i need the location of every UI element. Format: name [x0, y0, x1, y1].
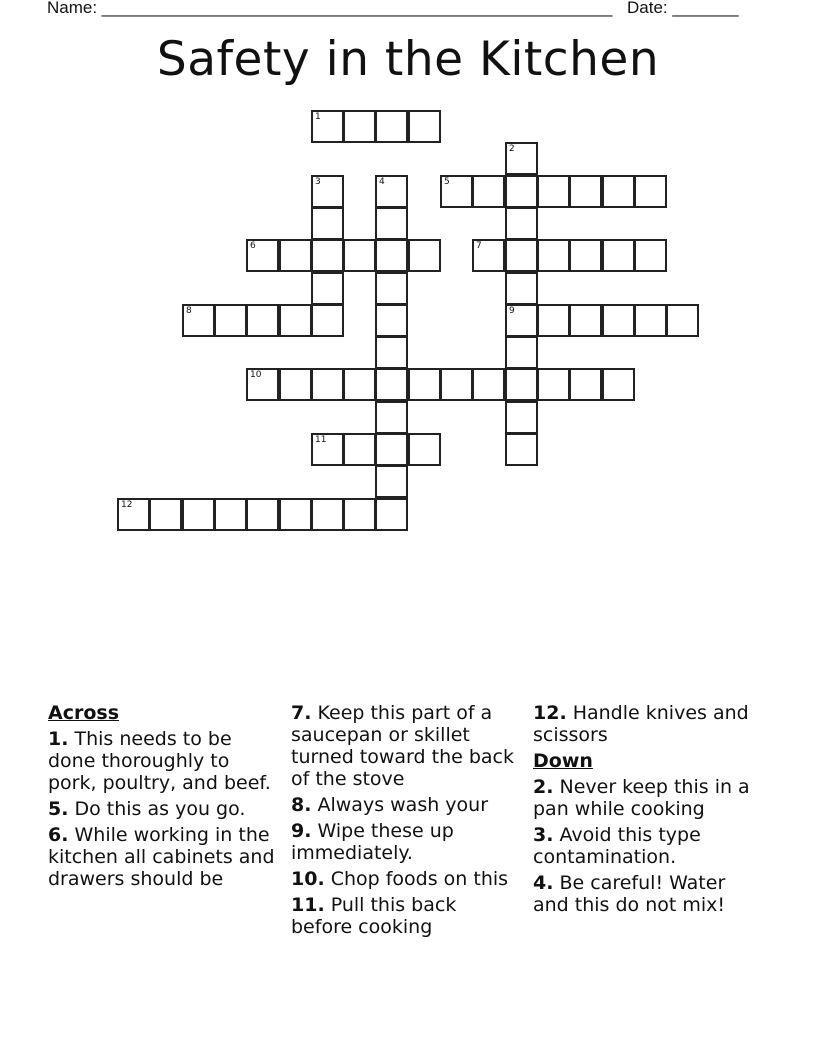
grid-cell[interactable] — [246, 304, 279, 337]
grid-cell[interactable] — [505, 368, 538, 401]
grid-cell[interactable] — [375, 401, 408, 434]
clue-number: 10. — [291, 868, 325, 890]
across-clue-12 — [533, 702, 765, 746]
grid-cell[interactable] — [375, 465, 408, 498]
grid-cell[interactable] — [602, 175, 635, 208]
clue-number: 5. — [48, 798, 69, 820]
grid-cell[interactable] — [505, 401, 538, 434]
clue-text: Chop foods on this — [324, 868, 509, 890]
clue-text: Do this as you go. — [68, 798, 246, 820]
cell-number: 1 — [315, 112, 321, 122]
grid-cell[interactable] — [246, 368, 279, 401]
grid-cell[interactable] — [569, 368, 602, 401]
grid-cell[interactable] — [311, 239, 344, 272]
grid-cell[interactable] — [246, 239, 279, 272]
grid-cell[interactable] — [537, 368, 570, 401]
down-clue-3 — [533, 824, 765, 868]
clue-number: 2. — [533, 776, 554, 798]
clue-text: Be careful! Water and this do not mix! — [533, 872, 726, 916]
clue-text: Avoid this type contamination. — [533, 824, 701, 868]
grid-cell[interactable] — [505, 175, 538, 208]
cell-number: 9 — [509, 306, 515, 316]
clue-text: Pull this back before cooking — [291, 894, 457, 938]
grid-cell[interactable] — [343, 110, 376, 143]
grid-cell[interactable] — [505, 433, 538, 466]
grid-cell[interactable] — [343, 239, 376, 272]
grid-cell[interactable] — [569, 175, 602, 208]
grid-cell[interactable] — [311, 304, 344, 337]
grid-cell[interactable] — [537, 304, 570, 337]
grid-cell[interactable] — [375, 304, 408, 337]
grid-cell[interactable] — [505, 304, 538, 337]
clue-text: While working in the kitchen all cabinets and drawers should be — [48, 824, 275, 890]
grid-cell[interactable] — [537, 175, 570, 208]
across-clue-10 — [291, 868, 523, 890]
grid-cell[interactable] — [505, 207, 538, 240]
clue-number: 4. — [533, 872, 554, 894]
puzzle-title: Safety in the Kitchen — [156, 32, 660, 87]
down-heading: Down — [533, 750, 593, 772]
grid-cell[interactable] — [602, 304, 635, 337]
grid-cell[interactable] — [214, 498, 247, 531]
clue-text: Handle knives and scissors — [533, 702, 749, 746]
grid-cell[interactable] — [279, 368, 312, 401]
grid-cell[interactable] — [569, 304, 602, 337]
grid-cell[interactable] — [634, 175, 667, 208]
grid-cell[interactable] — [149, 498, 182, 531]
grid-cell[interactable] — [666, 304, 699, 337]
cell-number: 2 — [509, 144, 515, 154]
clue-text: Always wash your — [311, 794, 489, 816]
grid-cell[interactable] — [375, 433, 408, 466]
grid-cell[interactable] — [375, 175, 408, 208]
grid-cell[interactable] — [408, 110, 441, 143]
cell-number: 6 — [250, 241, 256, 251]
clue-number: 3. — [533, 824, 554, 846]
grid-cell[interactable] — [569, 239, 602, 272]
across-clue-1 — [48, 728, 280, 794]
grid-cell[interactable] — [117, 498, 150, 531]
cell-number: 8 — [186, 306, 192, 316]
grid-cell[interactable] — [440, 368, 473, 401]
grid-cell[interactable] — [602, 239, 635, 272]
clue-number: 9. — [291, 820, 312, 842]
clue-number: 6. — [48, 824, 69, 846]
cell-number: 4 — [379, 177, 385, 187]
grid-cell[interactable] — [311, 498, 344, 531]
clue-column-1 — [48, 702, 280, 894]
clue-text: Never keep this in a pan while cooking — [533, 776, 750, 820]
grid-cell[interactable] — [408, 433, 441, 466]
across-heading: Across — [48, 702, 120, 724]
cell-number: 12 — [121, 500, 133, 510]
clue-number: 7. — [291, 702, 312, 724]
across-clue-5 — [48, 798, 280, 820]
down-clue-4 — [533, 872, 765, 916]
grid-cell[interactable] — [375, 207, 408, 240]
grid-cell[interactable] — [279, 304, 312, 337]
grid-cell[interactable] — [537, 239, 570, 272]
grid-cell[interactable] — [375, 272, 408, 305]
grid-cell[interactable] — [375, 239, 408, 272]
grid-cell[interactable] — [472, 368, 505, 401]
cell-number: 7 — [476, 241, 482, 251]
clue-number: 1. — [48, 728, 69, 750]
clue-text: This needs to be done thoroughly to pork, poultry, and beef. — [48, 728, 271, 794]
clue-text: Wipe these up immediately. — [291, 820, 454, 864]
grid-cell[interactable] — [311, 207, 344, 240]
clue-column-3 — [533, 702, 765, 920]
cell-number: 11 — [315, 435, 327, 445]
grid-cell[interactable] — [279, 239, 312, 272]
clue-number: 11. — [291, 894, 325, 916]
clue-column-2 — [291, 702, 523, 942]
grid-cell[interactable] — [505, 336, 538, 369]
across-clue-7 — [291, 702, 523, 790]
grid-cell[interactable] — [408, 239, 441, 272]
grid-cell[interactable] — [375, 336, 408, 369]
across-clue-11 — [291, 894, 523, 938]
grid-cell[interactable] — [375, 110, 408, 143]
grid-cell[interactable] — [472, 175, 505, 208]
clue-text: Keep this part of a saucepan or skillet turned toward the back of the stove — [291, 702, 515, 790]
clue-number: 12. — [533, 702, 567, 724]
cell-number: 10 — [250, 370, 262, 380]
across-clue-9 — [291, 820, 523, 864]
grid-cell[interactable] — [505, 272, 538, 305]
grid-cell[interactable] — [182, 498, 215, 531]
grid-cell[interactable] — [505, 142, 538, 175]
grid-cell[interactable] — [311, 368, 344, 401]
grid-cell[interactable] — [182, 304, 215, 337]
grid-cell[interactable] — [311, 272, 344, 305]
grid-cell[interactable] — [375, 368, 408, 401]
grid-cell[interactable] — [634, 304, 667, 337]
grid-cell[interactable] — [634, 239, 667, 272]
grid-cell[interactable] — [246, 498, 279, 531]
across-clue-6 — [48, 824, 280, 890]
grid-cell[interactable] — [602, 368, 635, 401]
grid-cell[interactable] — [343, 498, 376, 531]
name-field-label[interactable]: Name: ______________________________________________________ — [47, 0, 613, 17]
grid-cell[interactable] — [343, 433, 376, 466]
grid-cell[interactable] — [472, 239, 505, 272]
grid-cell[interactable] — [440, 175, 473, 208]
grid-cell[interactable] — [279, 498, 312, 531]
grid-cell[interactable] — [505, 239, 538, 272]
grid-cell[interactable] — [343, 368, 376, 401]
cell-number: 3 — [315, 177, 321, 187]
grid-cell[interactable] — [408, 368, 441, 401]
cell-number: 5 — [444, 177, 450, 187]
grid-cell[interactable] — [311, 110, 344, 143]
date-field-label[interactable]: Date: _______ — [627, 0, 739, 17]
grid-cell[interactable] — [214, 304, 247, 337]
grid-cell[interactable] — [311, 175, 344, 208]
grid-cell[interactable] — [311, 433, 344, 466]
grid-cell[interactable] — [375, 498, 408, 531]
clue-number: 8. — [291, 794, 312, 816]
down-clue-2 — [533, 776, 765, 820]
across-clue-8 — [291, 794, 523, 816]
